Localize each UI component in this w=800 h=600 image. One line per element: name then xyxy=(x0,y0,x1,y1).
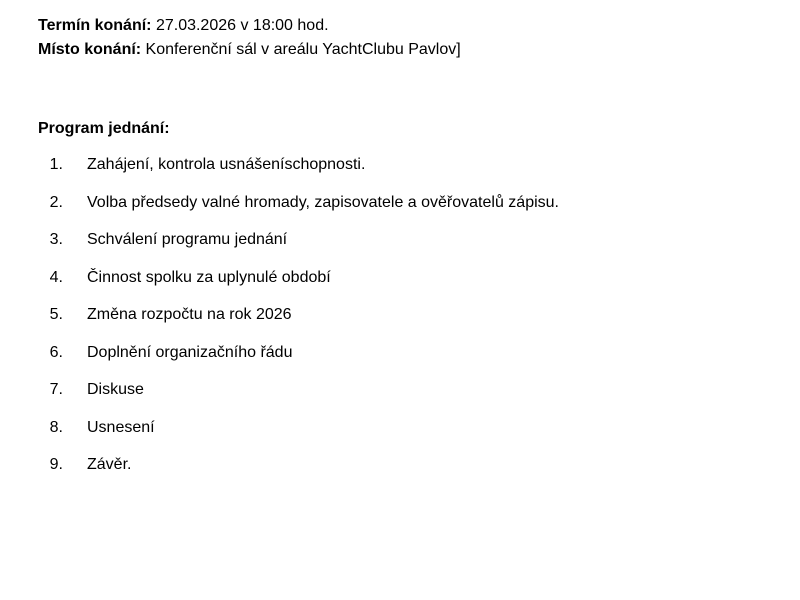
meeting-place-label: Místo konání: xyxy=(38,41,142,58)
agenda-item-number: 9. xyxy=(49,456,63,473)
agenda-item xyxy=(38,266,780,290)
document-page xyxy=(38,14,780,491)
agenda-item xyxy=(38,341,780,365)
agenda-item-text: Změna rozpočtu na rok 2026 xyxy=(87,306,292,323)
agenda-item-text: Diskuse xyxy=(87,381,144,398)
meeting-date-label: Termín konání: xyxy=(38,17,152,34)
agenda-item xyxy=(38,453,780,477)
agenda-item-text: Usnesení xyxy=(87,418,155,436)
program-title: Program jednání: xyxy=(38,120,170,137)
meeting-place-value: Konferenční sál v areálu YachtClubu Pavlov] xyxy=(141,41,461,58)
agenda-item xyxy=(38,416,780,440)
agenda-item-number: 5. xyxy=(49,306,63,323)
agenda-item-number: 8. xyxy=(49,418,63,436)
agenda-item xyxy=(38,303,780,327)
agenda-item-number: 6. xyxy=(49,343,63,361)
agenda-item-number: 3. xyxy=(49,231,63,248)
agenda-item-number: 2. xyxy=(49,193,63,211)
agenda-item-number: 4. xyxy=(49,268,63,286)
agenda-item-text: Volba předsedy valné hromady, zapisovatele a ověřovatelů zápisu. xyxy=(87,193,559,211)
meeting-place-line xyxy=(38,38,780,62)
agenda-item xyxy=(38,191,780,215)
agenda-item-number: 1. xyxy=(49,156,63,173)
meeting-date-line xyxy=(38,14,780,38)
agenda-item-number: 7. xyxy=(49,381,63,398)
agenda-item xyxy=(38,153,780,177)
agenda-item-text: Zahájení, kontrola usnášeníschopnosti. xyxy=(87,156,366,173)
agenda-list xyxy=(38,153,780,477)
agenda-item-text: Schválení programu jednání xyxy=(87,231,288,248)
agenda-item xyxy=(38,228,780,252)
agenda-item-text: Závěr. xyxy=(87,456,132,473)
agenda-item xyxy=(38,378,780,402)
agenda-item-text: Činnost spolku za uplynulé období xyxy=(87,268,331,286)
meeting-date-value: 27.03.2026 v 18:00 hod. xyxy=(151,17,329,34)
agenda-item-text: Doplnění organizačního řádu xyxy=(87,343,293,361)
